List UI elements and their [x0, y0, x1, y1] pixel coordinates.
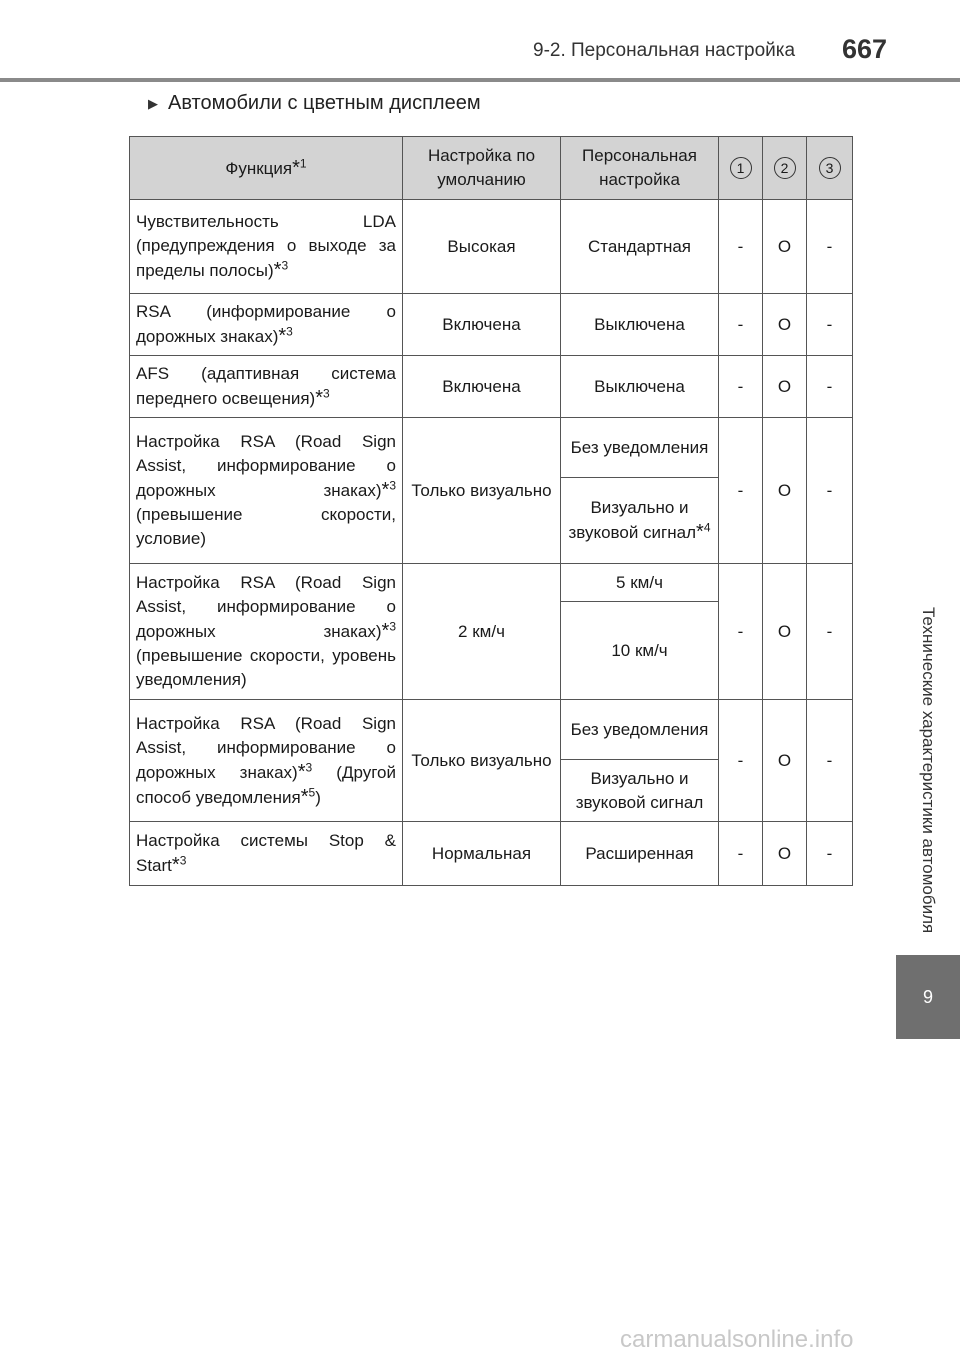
- personal-cell: Расширенная: [561, 822, 719, 886]
- circled-number-3-icon: 3: [819, 157, 841, 179]
- method-1-cell: -: [719, 700, 763, 822]
- subheading-text: Автомобили с цветным дисплеем: [168, 92, 481, 114]
- personal-cell: 5 км/ч: [561, 564, 719, 602]
- method-2-cell: O: [763, 418, 807, 564]
- header-divider: [0, 78, 960, 82]
- method-3-cell: -: [807, 200, 853, 294]
- table-row: [130, 200, 853, 294]
- section-title: 9-2. Персональная настройка: [533, 40, 796, 61]
- circled-number-2-icon: 2: [774, 157, 796, 179]
- method-3-cell: -: [807, 294, 853, 356]
- function-cell: AFS (адаптивная система переднего освещения)*$^3$: [130, 356, 403, 418]
- settings-table: [129, 136, 853, 886]
- personal-cell: Стандартная: [561, 200, 719, 294]
- method-1-cell: -: [719, 200, 763, 294]
- chapter-tab: [896, 955, 960, 1039]
- method-2-cell: O: [763, 822, 807, 886]
- function-cell: RSA (информирование о дорожных знаках)*$^3$: [130, 294, 403, 356]
- method-2-cell: O: [763, 700, 807, 822]
- method-1-cell: -: [719, 564, 763, 700]
- method-3-cell: -: [807, 564, 853, 700]
- method-1-cell: -: [719, 822, 763, 886]
- chapter-number: 9: [922, 986, 933, 1007]
- personal-cell: Без уведомления: [561, 700, 719, 760]
- method-3-cell: -: [807, 700, 853, 822]
- table-row: [130, 294, 853, 356]
- header-function: Функция*$^1$: [130, 137, 403, 200]
- function-cell: Настройка системы Stop & Start*$^3$: [130, 822, 403, 886]
- method-2-cell: O: [763, 294, 807, 356]
- table-row: [130, 564, 853, 602]
- default-cell: Включена: [403, 294, 561, 356]
- method-2-cell: O: [763, 564, 807, 700]
- personal-cell: Выключена: [561, 294, 719, 356]
- default-cell: Высокая: [403, 200, 561, 294]
- personal-cell: Без уведомления: [561, 418, 719, 478]
- personal-cell: Визуально и звуковой сигнал*$^4$: [561, 478, 719, 564]
- function-cell: Чувствительность LDA (предупреждения о выходе за пределы полосы)*$^3$: [130, 200, 403, 294]
- default-cell: Нормальная: [403, 822, 561, 886]
- default-cell: Включена: [403, 356, 561, 418]
- table-row: [130, 822, 853, 886]
- table-row: [130, 418, 853, 478]
- method-3-cell: -: [807, 822, 853, 886]
- default-cell: 2 км/ч: [403, 564, 561, 700]
- function-cell: Настройка RSA (Road Sign Assist, информирование о дорожных знаках)*$^3$ (превышение скорости, условие): [130, 418, 403, 564]
- method-3-cell: -: [807, 418, 853, 564]
- header-personal: Персональная настройка: [561, 137, 719, 200]
- function-cell: Настройка RSA (Road Sign Assist, информирование о дорожных знаках)*$^3$ (Другой способ уведомления*$^5$): [130, 700, 403, 822]
- personal-cell: Выключена: [561, 356, 719, 418]
- table-header-row: [130, 137, 853, 200]
- method-1-cell: -: [719, 294, 763, 356]
- header-method-1: [719, 137, 763, 200]
- triangle-bullet-icon: ▶: [148, 95, 158, 111]
- personal-cell: Визуально и звуковой сигнал: [561, 760, 719, 822]
- header-method-3: [807, 137, 853, 200]
- method-1-cell: -: [719, 418, 763, 564]
- function-cell: Настройка RSA (Road Sign Assist, информирование о дорожных знаках)*$^3$ (превышение скорости, уровень уведомления): [130, 564, 403, 700]
- page-number: 667: [842, 34, 888, 64]
- subheading: [148, 92, 481, 115]
- method-1-cell: -: [719, 356, 763, 418]
- method-3-cell: -: [807, 356, 853, 418]
- table-row: [130, 700, 853, 760]
- method-2-cell: O: [763, 356, 807, 418]
- watermark-url: carmanualsonline.info: [620, 1326, 854, 1353]
- personal-cell: 10 км/ч: [561, 602, 719, 700]
- header-method-2: [763, 137, 807, 200]
- chapter-title: Технические характеристики автомобиля: [919, 606, 938, 934]
- default-cell: Только визуально: [403, 418, 561, 564]
- chapter-side-label: [896, 580, 960, 960]
- circled-number-1-icon: 1: [730, 157, 752, 179]
- method-2-cell: O: [763, 200, 807, 294]
- table-row: [130, 356, 853, 418]
- header-default: Настройка по умолчанию: [403, 137, 561, 200]
- default-cell: Только визуально: [403, 700, 561, 822]
